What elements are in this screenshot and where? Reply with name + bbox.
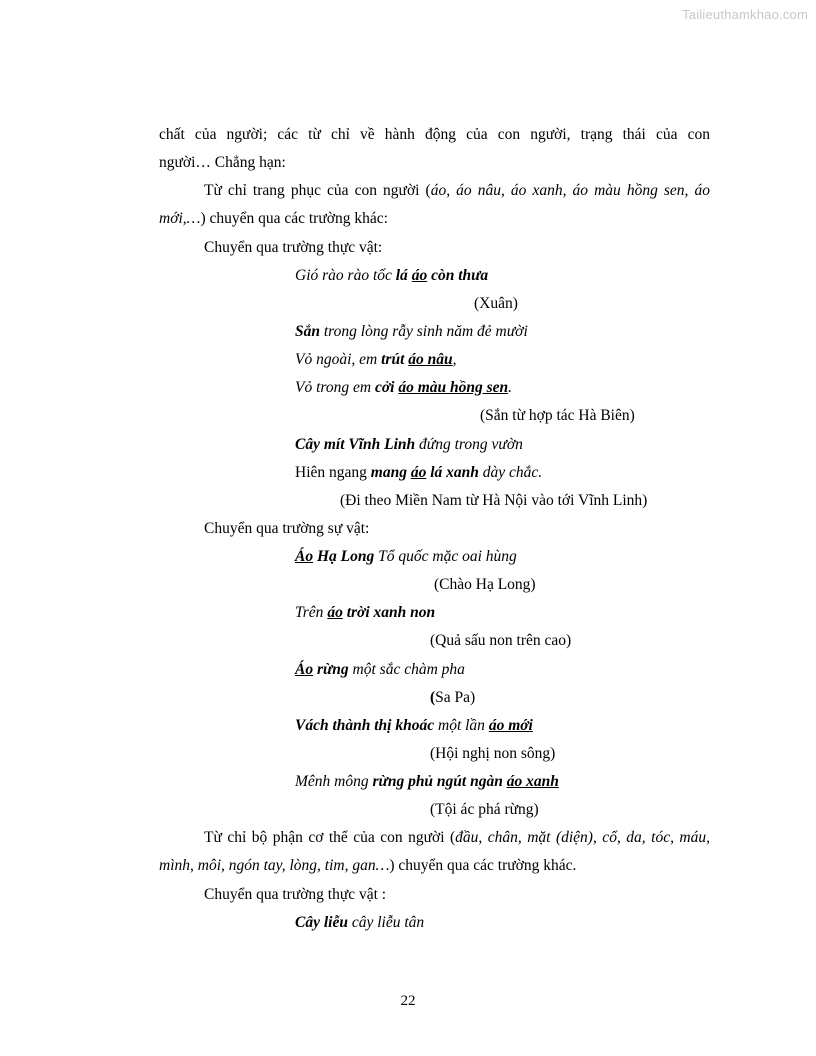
text-run: ) chuyển qua các trường khác: [200, 210, 388, 227]
poem-line [295, 378, 512, 398]
text-run: áo nâu [408, 351, 453, 368]
text-run: ) chuyển qua các trường khác. [389, 857, 577, 874]
poem-line [295, 772, 559, 792]
text-run: Mênh mông [295, 773, 373, 790]
poem-source: (Sắn từ hợp tác Hà Biên) [480, 407, 635, 424]
text-run: rừng phủ ngút ngàn [372, 773, 507, 790]
text-run: Cây mít Vĩnh Linh [295, 436, 416, 453]
section-heading: Chuyển qua trường thực vật : [204, 886, 387, 903]
text-run: ( [430, 689, 436, 706]
poem-line [295, 463, 542, 483]
text-run: lá xanh [426, 464, 479, 481]
text-run: lá [395, 267, 412, 284]
poem-source [430, 688, 475, 708]
paragraph-line [159, 856, 576, 876]
poem-source: (Quả sấu non trên cao) [430, 632, 572, 649]
text-run: Trên [295, 604, 328, 621]
text-run: trời xanh non [342, 604, 436, 621]
paragraph-line [159, 209, 388, 229]
poem-line [295, 913, 424, 933]
text-run: một lần [434, 717, 489, 734]
poem-source: (Xuân) [474, 295, 518, 312]
poem-source: (Tội ác phá rừng) [430, 801, 539, 818]
text-run: áo màu hồng sen [398, 379, 509, 396]
poem-line [295, 322, 528, 342]
poem-source: (Đi theo Miền Nam từ Hà Nội vào tới Vĩnh Linh) [340, 492, 648, 509]
paragraph-line [204, 181, 710, 201]
text-run: cởi [374, 379, 399, 396]
text-run: Cây liễu [295, 914, 348, 931]
text-run: đứng trong vườn [415, 436, 523, 453]
text-run: đầu, chân, mặt (diện), cổ, da, tóc, máu, [455, 829, 710, 846]
text-run: mới,… [159, 210, 201, 227]
poem-line [295, 266, 488, 286]
poem-line [295, 435, 523, 455]
text-run: Sa Pa) [435, 689, 476, 706]
text-run: Vỏ ngoài, em [295, 351, 382, 368]
text-run: Hiên ngang [295, 464, 371, 481]
text-run: áo, áo nâu, áo xanh, áo màu hồng sen, áo [430, 182, 710, 199]
text-run: áo [410, 464, 427, 481]
text-run: trong lòng rẫy sinh năm đẻ mười [320, 323, 528, 340]
poem-source: (Chào Hạ Long) [434, 576, 536, 593]
section-heading: Chuyển qua trường sự vật: [204, 520, 370, 537]
text-run: còn thưa [427, 267, 489, 284]
paragraph-line: người… Chẳng hạn: [159, 154, 286, 171]
text-run: . [508, 379, 513, 396]
poem-line [295, 350, 457, 370]
text-run: mình, môi, ngón tay, lòng, tim, gan… [159, 857, 390, 874]
paragraph-line [204, 828, 710, 848]
text-run: Từ chỉ trang phục của con người ( [204, 182, 431, 199]
poem-line [295, 660, 465, 680]
text-run: áo [411, 267, 428, 284]
poem-line [295, 716, 533, 736]
poem-line [295, 547, 517, 567]
watermark: Tailieuthamkhao.com [682, 7, 808, 22]
text-run: Tổ quốc mặc oai hùng [374, 548, 517, 565]
text-run: Vỏ trong em [295, 379, 375, 396]
text-run: áo mới [488, 717, 533, 734]
text-run: một sắc chàm pha [348, 661, 465, 678]
text-run: áo xanh [506, 773, 559, 790]
text-run: Sắn [295, 323, 320, 340]
text-run: , [452, 351, 457, 368]
page-number: 22 [400, 993, 416, 1009]
text-run: Từ chỉ bộ phận cơ thể của con người ( [204, 829, 456, 846]
poem-line [295, 603, 435, 623]
text-run: Vách thành thị khoác [295, 717, 435, 734]
text-run: Áo [295, 661, 314, 678]
text-run: Áo [295, 548, 314, 565]
section-heading: Chuyển qua trường thực vật: [204, 239, 383, 256]
text-run: dày chắc. [478, 464, 543, 481]
text-run: cây liễu tân [347, 914, 425, 931]
text-run: trút [381, 351, 409, 368]
paragraph-line: chất của người; các từ chỉ về hành động của con người, trạng thái của con [159, 126, 710, 143]
poem-source: (Hội nghị non sông) [430, 745, 556, 762]
text-run: rừng [313, 661, 349, 678]
text-run: áo [327, 604, 343, 621]
text-run: Hạ Long [313, 548, 375, 565]
text-run: Gió rào rào tốc [295, 267, 396, 284]
text-run: mang [370, 464, 411, 481]
